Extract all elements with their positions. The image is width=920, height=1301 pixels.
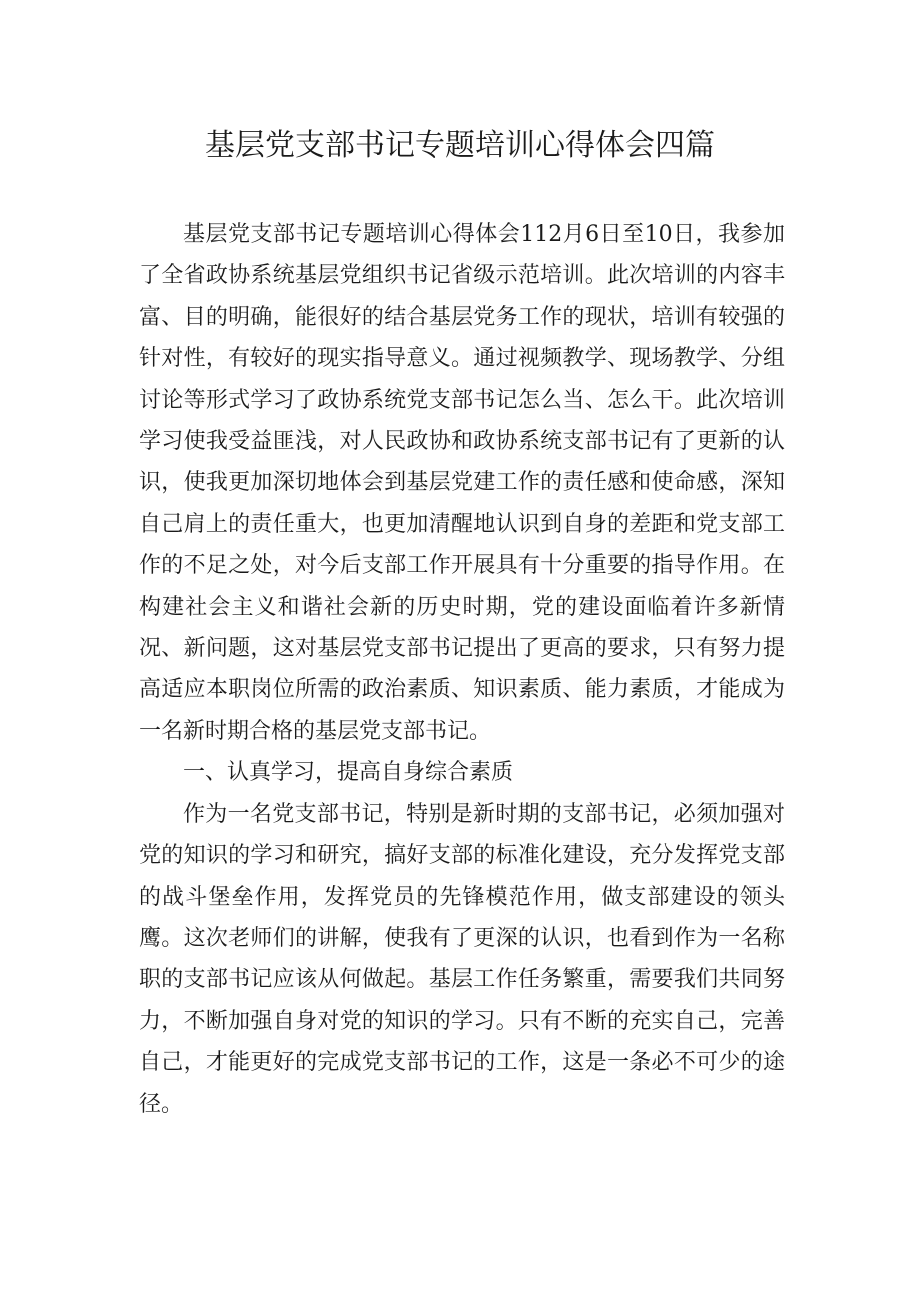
paragraph-intro: 基层党支部书记专题培训心得体会112月6日至10日，我参加了全省政协系统基层党组织书记省级示范培训。此次培训的内容丰富、目的明确，能很好的结合基层党务工作的现状，培训有较强的针对性，有较好的现实指导意义。通过视频教学、现场教学、分组讨论等形式学习了政协系统党支部书记怎么当、怎么干。此次培训学习使我受益匪浅，对人民政协和政协系统支部书记有了更新的认识，使我更加深切地体会到基层党建工作的责任感和使命感，深知自己肩上的责任重大，也更加清醒地认识到自身的差距和党支部工作的不足之处，对今后支部工作开展具有十分重要的指导作用。在构建社会主义和谐社会新的历史时期，党的建设面临着许多新情况、新问题，这对基层党支部书记提出了更高的要求，只有努力提高适应本职岗位所需的政治素质、知识素质、能力素质，才能成为一名新时期合格的基层党支部书记。 <box>139 222 785 744</box>
section-heading-1: 一、认真学习，提高自身综合素质 <box>183 760 514 786</box>
document-title: 基层党支部书记专题培训心得体会四篇 <box>205 128 715 163</box>
document-body <box>139 214 785 1125</box>
paragraph-section-1: 作为一名党支部书记，特别是新时期的支部书记，必须加强对党的知识的学习和研究，搞好支部的标准化建设，充分发挥党支部的战斗堡垒作用，发挥党员的先锋模范作用，做支部建设的领头鹰。这次老师们的讲解，使我有了更深的认识，也看到作为一名称职的支部书记应该从何做起。基层工作任务繁重，需要我们共同努力，不断加强自身对党的知识的学习。只有不断的充实自己，完善自己，才能更好的完成党支部书记的工作，这是一条必不可少的途径。 <box>139 801 785 1117</box>
